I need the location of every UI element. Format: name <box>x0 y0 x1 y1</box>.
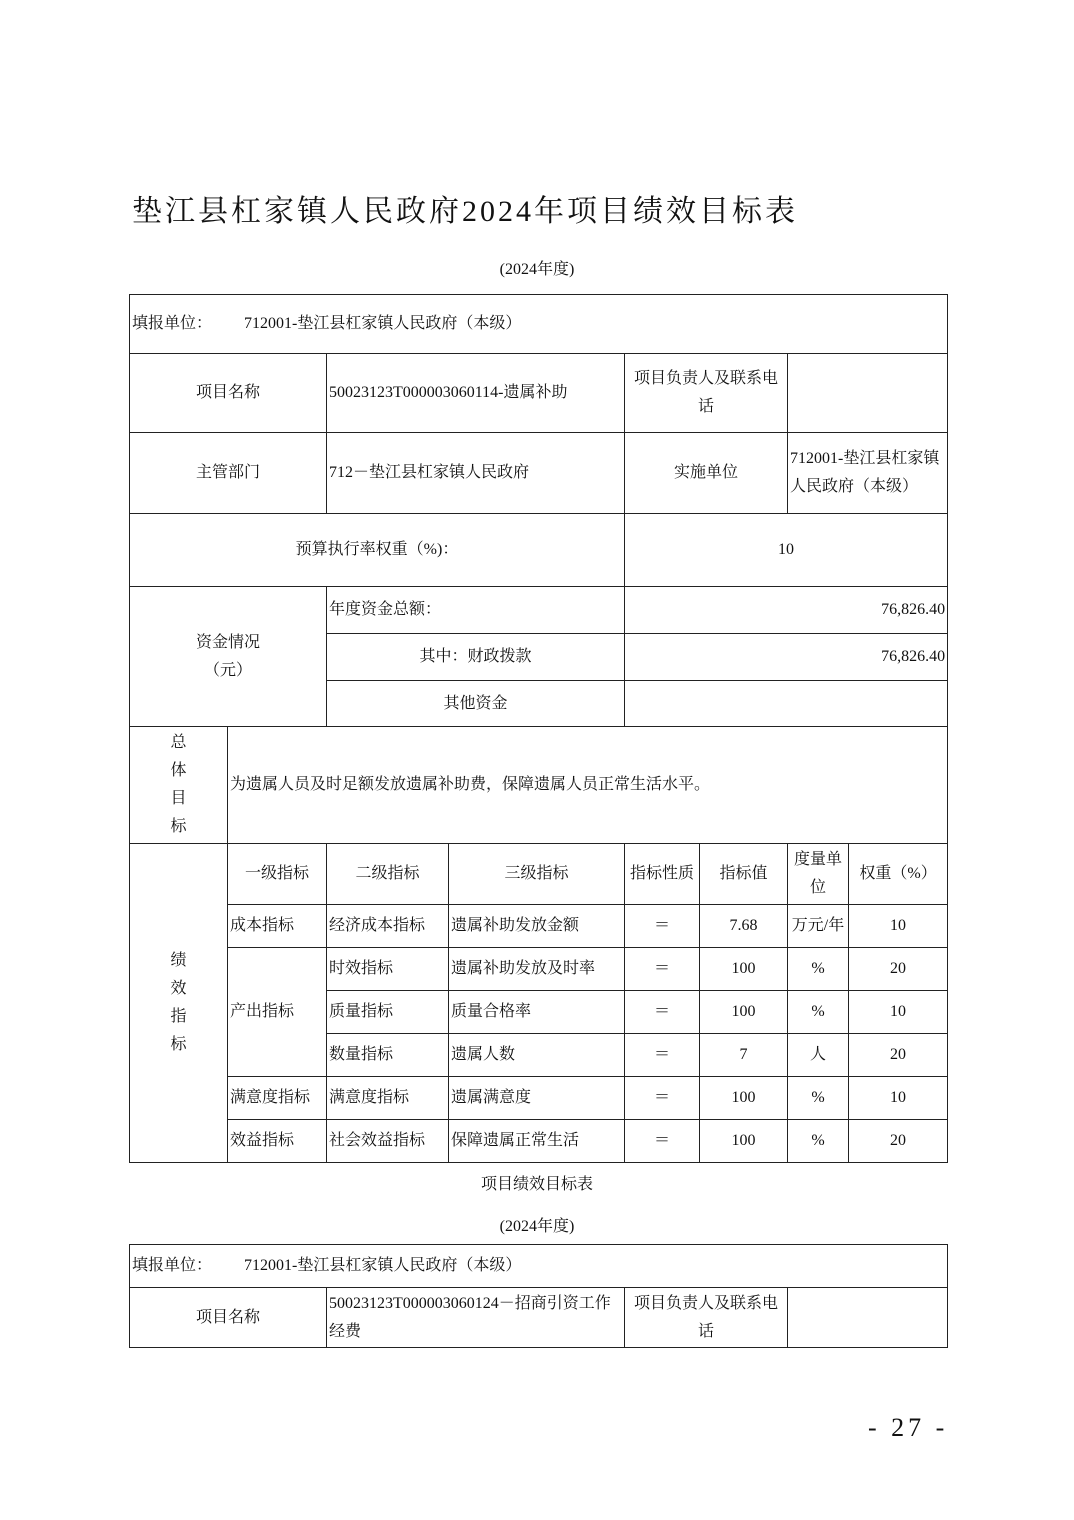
fill-unit-row <box>130 295 948 354</box>
annual-total-label: 年度资金总额： <box>327 587 625 634</box>
indicator-level1: 产出指标 <box>228 948 327 1077</box>
indicator-nature: ＝ <box>625 1077 700 1120</box>
indicator-level3: 质量合格率 <box>449 991 625 1034</box>
contact-value <box>788 354 948 433</box>
contact-label: 项目负责人及联系电话 <box>625 354 788 433</box>
funds-label-line2: （元） <box>203 661 252 679</box>
table-row <box>130 948 948 991</box>
indicator-level2: 满意度指标 <box>327 1077 449 1120</box>
indicator-level1: 效益指标 <box>228 1120 327 1163</box>
budget-weight-label: 预算执行率权重（%)： <box>130 514 625 587</box>
indicator-unit: % <box>788 948 849 991</box>
second-table-caption: 项目绩效目标表 <box>480 1176 593 1193</box>
page-title: 垫江县杠家镇人民政府2024年项目绩效目标表 <box>132 195 798 228</box>
project-name-label: 项目名称 <box>130 354 327 433</box>
header-value: 指标值 <box>700 844 788 905</box>
overall-goal-text: 为遗属人员及时足额发放遗属补助费，保障遗属人员正常生活水平。 <box>228 727 948 844</box>
performance-table-2 <box>129 1244 948 1348</box>
indicator-unit: % <box>788 1120 849 1163</box>
project-name-label-2: 项目名称 <box>130 1288 327 1348</box>
funds-label <box>130 587 327 727</box>
page-number: - 27 - <box>868 1413 949 1442</box>
contact-value-2 <box>788 1288 948 1348</box>
indicator-level3: 遗属人数 <box>449 1034 625 1077</box>
indicator-level2: 社会效益指标 <box>327 1120 449 1163</box>
indicator-value: 100 <box>700 991 788 1034</box>
annual-total-row <box>130 587 948 634</box>
indicator-weight: 10 <box>849 1077 948 1120</box>
project-name-value: 50023123T000003060114-遗属补助 <box>327 354 625 433</box>
indicator-value: 7.68 <box>700 905 788 948</box>
project-name-row <box>130 354 948 433</box>
indicator-nature: ＝ <box>625 991 700 1034</box>
header-level2: 二级指标 <box>327 844 449 905</box>
indicator-level2: 时效指标 <box>327 948 449 991</box>
budget-weight-row <box>130 514 948 587</box>
overall-goal-label: 总 体 目 标 <box>130 727 228 844</box>
header-unit: 度量单位 <box>788 844 849 905</box>
indicator-header-row <box>130 844 948 905</box>
table-row <box>130 905 948 948</box>
overall-goal-row <box>130 727 948 844</box>
contact-label-2: 项目负责人及联系电话 <box>625 1288 788 1348</box>
fill-unit-label: 填报单位： <box>132 315 213 332</box>
year-label: (2024年度) <box>499 261 575 278</box>
indicator-weight: 10 <box>849 905 948 948</box>
indicator-level2: 经济成本指标 <box>327 905 449 948</box>
fill-unit-label-2: 填报单位： <box>132 1257 213 1274</box>
indicator-weight: 10 <box>849 991 948 1034</box>
other-funds-label: 其他资金 <box>327 681 625 727</box>
indicator-value: 7 <box>700 1034 788 1077</box>
fiscal-value: 76,826.40 <box>625 634 948 681</box>
indicator-weight: 20 <box>849 1034 948 1077</box>
indicator-nature: ＝ <box>625 905 700 948</box>
indicator-unit: 人 <box>788 1034 849 1077</box>
indicator-level1: 满意度指标 <box>228 1077 327 1120</box>
indicator-value: 100 <box>700 948 788 991</box>
indicator-level2: 数量指标 <box>327 1034 449 1077</box>
header-level3: 三级指标 <box>449 844 625 905</box>
dept-value: 712－垫江县杠家镇人民政府 <box>327 433 625 514</box>
fill-unit-value: 712001-垫江县杠家镇人民政府（本级） <box>244 315 522 332</box>
indicator-level3: 遗属补助发放金额 <box>449 905 625 948</box>
year-label-2: (2024年度) <box>499 1218 575 1235</box>
indicator-unit: 万元/年 <box>788 905 849 948</box>
indicator-level3: 遗属满意度 <box>449 1077 625 1120</box>
funds-label-line1: 资金情况 <box>195 633 260 651</box>
indicator-unit: % <box>788 991 849 1034</box>
header-weight: 权重（%） <box>849 844 948 905</box>
indicator-nature: ＝ <box>625 1034 700 1077</box>
budget-weight-value: 10 <box>625 514 948 587</box>
other-funds-value <box>625 681 948 727</box>
indicator-level3: 保障遗属正常生活 <box>449 1120 625 1163</box>
indicator-level3: 遗属补助发放及时率 <box>449 948 625 991</box>
project-name-value-2: 50023123T000003060124－招商引资工作经费 <box>327 1288 625 1348</box>
indicator-weight: 20 <box>849 948 948 991</box>
header-nature: 指标性质 <box>625 844 700 905</box>
fill-unit-value-2: 712001-垫江县杠家镇人民政府（本级） <box>244 1257 522 1274</box>
annual-total-value: 76,826.40 <box>625 587 948 634</box>
performance-table <box>129 294 948 1163</box>
impl-label: 实施单位 <box>625 433 788 514</box>
project-name-row-2 <box>130 1288 948 1348</box>
table-row <box>130 1077 948 1120</box>
indicator-weight: 20 <box>849 1120 948 1163</box>
table-row <box>130 1120 948 1163</box>
indicator-level1: 成本指标 <box>228 905 327 948</box>
indicator-value: 100 <box>700 1077 788 1120</box>
impl-value: 712001-垫江县杠家镇人民政府（本级） <box>788 433 948 514</box>
indicator-nature: ＝ <box>625 1120 700 1163</box>
header-level1: 一级指标 <box>228 844 327 905</box>
indicator-nature: ＝ <box>625 948 700 991</box>
indicator-value: 100 <box>700 1120 788 1163</box>
indicator-unit: % <box>788 1077 849 1120</box>
dept-row <box>130 433 948 514</box>
indicator-level2: 质量指标 <box>327 991 449 1034</box>
perf-label: 绩 效 指 标 <box>130 844 228 1163</box>
dept-label: 主管部门 <box>130 433 327 514</box>
fiscal-label: 其中：财政拨款 <box>327 634 625 681</box>
fill-unit-row-2 <box>130 1245 948 1288</box>
